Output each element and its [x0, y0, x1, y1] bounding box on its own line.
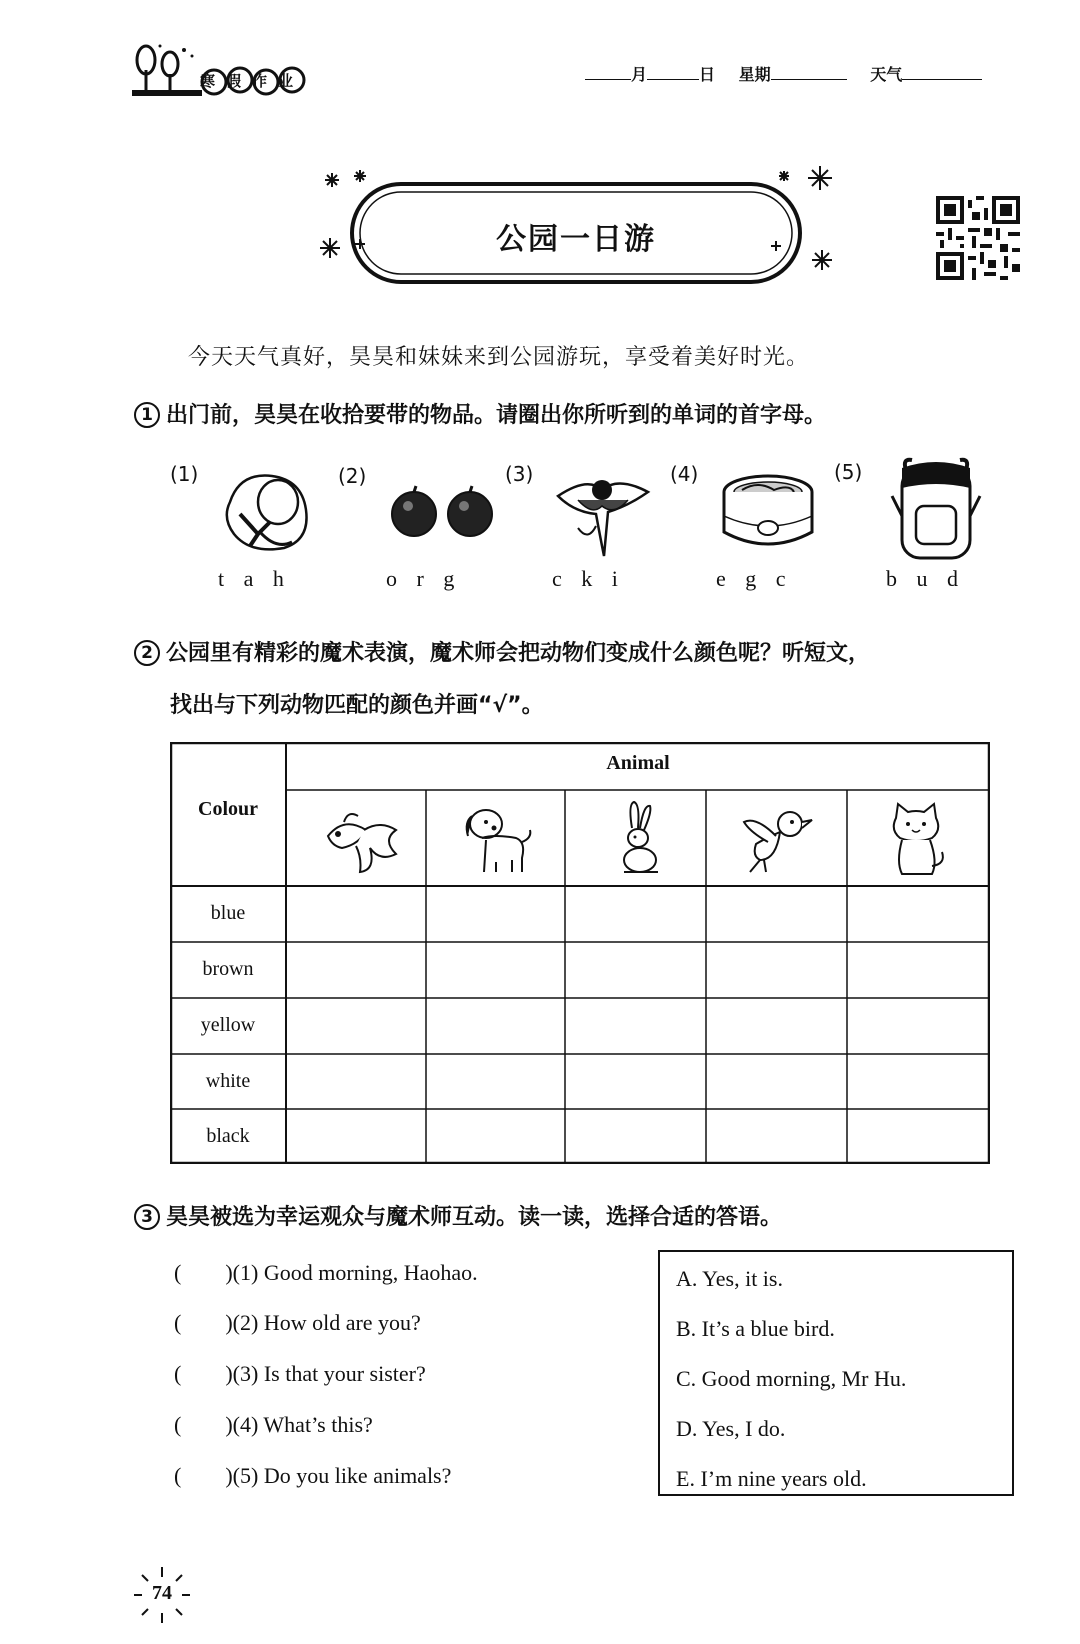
- q1-text: 出门前，昊昊在收拾要带的物品。请圈出你所听到的单词的首字母。: [166, 403, 827, 428]
- q1-number: 1: [134, 402, 160, 428]
- question-number: (5): [232, 1463, 259, 1488]
- colour-row-black: black: [206, 1125, 250, 1147]
- q3-question-5: [174, 1459, 451, 1490]
- qr-code-icon[interactable]: [936, 196, 1020, 280]
- kite-icon: [548, 466, 656, 566]
- answer-option-c: C. Good morning, Mr Hu.: [676, 1366, 907, 1391]
- animal-header: Animal: [606, 752, 670, 774]
- q1-item5-label: (5): [834, 460, 863, 484]
- rabbit-icon: [602, 798, 672, 882]
- question-number: (3): [232, 1361, 259, 1386]
- q2-text-line2: 找出与下列动物匹配的颜色并画“√”。: [170, 693, 544, 718]
- q1-item4-label: (4): [670, 462, 699, 486]
- q1-item1-letters[interactable]: t a h: [218, 566, 284, 591]
- table-grid: [170, 742, 990, 1164]
- answer-option-a: A. Yes, it is.: [676, 1266, 783, 1291]
- q3-question-3: [174, 1357, 426, 1388]
- page-number: 74: [152, 1582, 172, 1604]
- q3-text: 昊昊被选为幸运观众与魔术师互动。读一读，选择合适的答语。: [166, 1205, 783, 1230]
- answer-option-b: B. It’s a blue bird.: [676, 1316, 835, 1341]
- weekday-label: 星期: [738, 65, 771, 84]
- answer-blank[interactable]: ( ): [174, 1310, 233, 1335]
- dog-icon: [460, 802, 536, 878]
- colour-row-yellow: yellow: [200, 1014, 256, 1036]
- q2-text-line1: 公园里有精彩的魔术表演，魔术师会把动物们变成什么颜色呢？听短文，: [166, 641, 871, 666]
- answer-blank[interactable]: ( ): [174, 1463, 233, 1488]
- answer-blank[interactable]: ( ): [174, 1412, 233, 1437]
- can-icon: [718, 470, 818, 556]
- question-number: (1): [232, 1260, 259, 1285]
- logo-text-content: 寒假作业: [200, 72, 305, 90]
- answer-blank[interactable]: ( ): [174, 1260, 233, 1285]
- q2-heading: [134, 636, 870, 667]
- question-text: Good morning, Haohao.: [263, 1260, 478, 1285]
- q3-question-1: [174, 1256, 478, 1287]
- month-label: 月: [631, 65, 648, 84]
- colour-row-brown: brown: [202, 958, 254, 980]
- question-text: What’s this?: [263, 1412, 373, 1437]
- question-text: Is that your sister?: [263, 1361, 426, 1386]
- q3-question-2: [174, 1306, 421, 1337]
- q1-item2-letters[interactable]: o r g: [386, 566, 455, 591]
- answer-blank[interactable]: ( ): [174, 1361, 233, 1386]
- fish-icon: [320, 800, 402, 880]
- cat-icon: [880, 800, 952, 880]
- intro-text: 今天天气真好，昊昊和妹妹来到公园游玩，享受着美好时光。: [188, 345, 810, 370]
- weather-label: 天气: [870, 65, 903, 84]
- date-fields: [585, 62, 982, 85]
- q1-item2-label: (2): [338, 464, 367, 488]
- q3-heading: [134, 1200, 782, 1231]
- q2-number: 2: [134, 640, 160, 666]
- weather-blank[interactable]: [902, 65, 982, 80]
- colour-header: Colour: [198, 798, 258, 820]
- bird-icon: [736, 800, 816, 880]
- day-label: 日: [699, 65, 716, 84]
- weekday-blank[interactable]: [771, 65, 847, 80]
- q1-item5-letters[interactable]: b u d: [886, 566, 958, 591]
- month-blank[interactable]: [585, 65, 631, 80]
- question-number: (4): [232, 1412, 259, 1437]
- q3-number: 3: [134, 1204, 160, 1230]
- day-blank[interactable]: [647, 65, 699, 80]
- answer-option-e: E. I’m nine years old.: [676, 1466, 867, 1491]
- question-number: (2): [232, 1310, 259, 1335]
- bag-icon: [888, 456, 984, 564]
- question-text: How old are you?: [263, 1310, 421, 1335]
- q1-heading: [134, 398, 826, 429]
- colour-row-blue: blue: [210, 902, 246, 924]
- q1-item4-letters[interactable]: e g c: [716, 566, 786, 591]
- question-text: Do you like animals?: [263, 1463, 452, 1488]
- q1-item3-label: (3): [505, 462, 534, 486]
- hat-icon: [210, 462, 320, 560]
- answer-option-d: D. Yes, I do.: [676, 1416, 786, 1441]
- page-title: 公园一日游: [496, 222, 656, 257]
- colour-animal-table: [170, 742, 990, 1164]
- q3-question-4: [174, 1408, 373, 1439]
- colour-row-white: white: [205, 1070, 251, 1092]
- oranges-icon: [386, 480, 498, 544]
- q1-item3-letters[interactable]: c k i: [552, 566, 618, 591]
- logo-text: [200, 70, 318, 91]
- answer-options-box: [658, 1250, 1014, 1496]
- q1-item1-label: (1): [170, 462, 199, 486]
- tree-icon: [132, 45, 202, 97]
